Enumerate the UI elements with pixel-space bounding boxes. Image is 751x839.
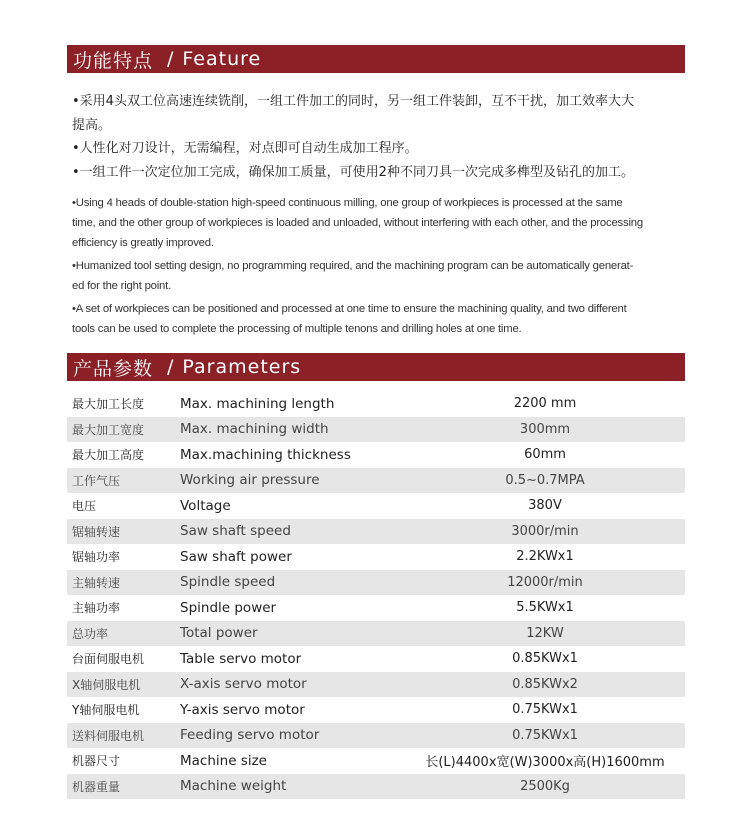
param-name-cn: 主轴功率 [72, 601, 121, 616]
feature-en-line: ed for the right point. [72, 280, 172, 292]
param-value: 60mm [524, 447, 566, 463]
param-name-cn: X轴伺服电机 [72, 677, 141, 692]
param-name-cn: 最大加工宽度 [72, 422, 145, 437]
param-name-en: Machine size [180, 752, 267, 769]
feature-en-line: •Humanized tool setting design, no programming required, and the machining program can be automatically generat- [72, 260, 634, 272]
feature-en-line: efficiency is greatly improved. [72, 237, 214, 249]
param-name-en: Working air pressure [180, 472, 320, 489]
feature-cn-line: •人性化对刀设计，无需编程，对点即可自动生成加工程序。 [72, 141, 418, 156]
param-name-cn: Y轴伺服电机 [72, 703, 140, 718]
table-row [67, 595, 685, 621]
parameters-title-separator: / [167, 356, 175, 378]
param-name-en: Saw shaft speed [180, 523, 291, 540]
param-value: 12000r/min [507, 574, 583, 590]
param-value: 0.75KWx1 [512, 702, 578, 718]
feature-title-separator: / [167, 48, 175, 70]
table-row [67, 570, 685, 596]
feature-en-text [72, 193, 684, 342]
param-name-cn: 锯轴功率 [72, 550, 121, 565]
param-name-en: Total power [180, 625, 258, 642]
param-value: 2200 mm [513, 396, 577, 412]
table-row [67, 774, 685, 800]
param-name-cn: 工作气压 [72, 473, 121, 488]
param-name-cn: 送料伺服电机 [72, 728, 145, 743]
feature-en-paragraph [72, 299, 684, 339]
param-value: 380V [528, 498, 562, 514]
param-value: 300mm [519, 421, 571, 437]
table-row [67, 391, 685, 417]
param-name-en: Max. machining width [180, 421, 329, 438]
param-name-en: Table servo motor [180, 650, 302, 667]
table-row [67, 672, 685, 698]
parameters-table [67, 391, 685, 799]
feature-title-en: Feature [182, 48, 262, 70]
feature-en-paragraph [72, 193, 684, 253]
param-name-en: Y-axis servo motor [180, 701, 305, 718]
table-row [67, 723, 685, 749]
feature-en-line: •Using 4 heads of double-station high-speed continuous milling, one group of workpieces is processed at the same [72, 197, 623, 209]
param-value: 3000r/min [511, 523, 579, 539]
param-name-cn: 机器重量 [72, 779, 121, 794]
param-name-cn: 电压 [72, 499, 97, 514]
param-value: 2.2KWx1 [516, 549, 574, 565]
table-row [67, 621, 685, 647]
param-value: 长(L)4400x宽(W)3000x高(H)1600mm [425, 755, 665, 771]
feature-cn-line: •采用4头双工位高速连续铣削，一组工件加工的同时，另一组工件装卸，互不干扰，加工效率大大 [72, 94, 634, 109]
param-name-en: X-axis servo motor [180, 676, 307, 693]
table-row [67, 544, 685, 570]
feature-section-header [67, 45, 685, 73]
feature-cn-line: •一组工件一次定位加工完成，确保加工质量，可使用2种不同刀具一次完成多榫型及钻孔的加工。 [72, 164, 634, 180]
param-name-cn: 锯轴转速 [72, 524, 121, 539]
parameters-title-cn: 产品参数 [73, 357, 154, 380]
param-value: 0.85KWx1 [512, 651, 578, 667]
table-row [67, 493, 685, 519]
feature-en-paragraph [72, 256, 684, 296]
table-row [67, 519, 685, 545]
table-row [67, 442, 685, 468]
param-name-en: Voltage [180, 497, 231, 514]
param-name-cn: 总功率 [72, 626, 109, 641]
feature-en-line: time, and the other group of workpieces is loaded and unloaded, without interfering with each other, and the processing [72, 217, 643, 229]
table-row [67, 697, 685, 723]
param-name-cn: 主轴转速 [72, 575, 121, 590]
param-name-en: Saw shaft power [180, 548, 292, 565]
param-name-cn: 最大加工长度 [72, 397, 145, 412]
param-name-en: Max. machining length [180, 395, 335, 412]
param-value: 0.5~0.7MPA [505, 472, 585, 488]
param-value: 0.85KWx2 [512, 676, 578, 692]
table-row [67, 417, 685, 443]
table-row [67, 748, 685, 774]
param-value: 2500Kg [520, 778, 570, 794]
param-name-en: Feeding servo motor [180, 727, 320, 744]
param-value: 5.5KWx1 [516, 600, 574, 616]
parameters-section-header [67, 353, 685, 381]
feature-en-line: tools can be used to complete the processing of multiple tenons and drilling holes at one time. [72, 323, 522, 335]
param-name-en: Spindle power [180, 599, 277, 616]
feature-cn-line: 提高。 [72, 117, 112, 133]
param-name-en: Machine weight [180, 778, 287, 795]
parameters-title-en: Parameters [182, 356, 302, 378]
table-row [67, 646, 685, 672]
feature-title-cn: 功能特点 [73, 49, 154, 72]
feature-cn-text [72, 90, 684, 184]
feature-en-line: •A set of workpieces can be positioned and processed at one time to ensure the machining quality, and two different [72, 303, 627, 315]
param-name-cn: 机器尺寸 [72, 754, 121, 769]
param-value: 0.75KWx1 [512, 727, 578, 743]
param-value: 12KW [526, 625, 564, 641]
param-name-cn: 台面伺服电机 [72, 652, 145, 667]
param-name-cn: 最大加工高度 [72, 448, 145, 463]
param-name-en: Spindle speed [180, 574, 276, 591]
param-name-en: Max.machining thickness [180, 446, 351, 463]
table-row [67, 468, 685, 494]
